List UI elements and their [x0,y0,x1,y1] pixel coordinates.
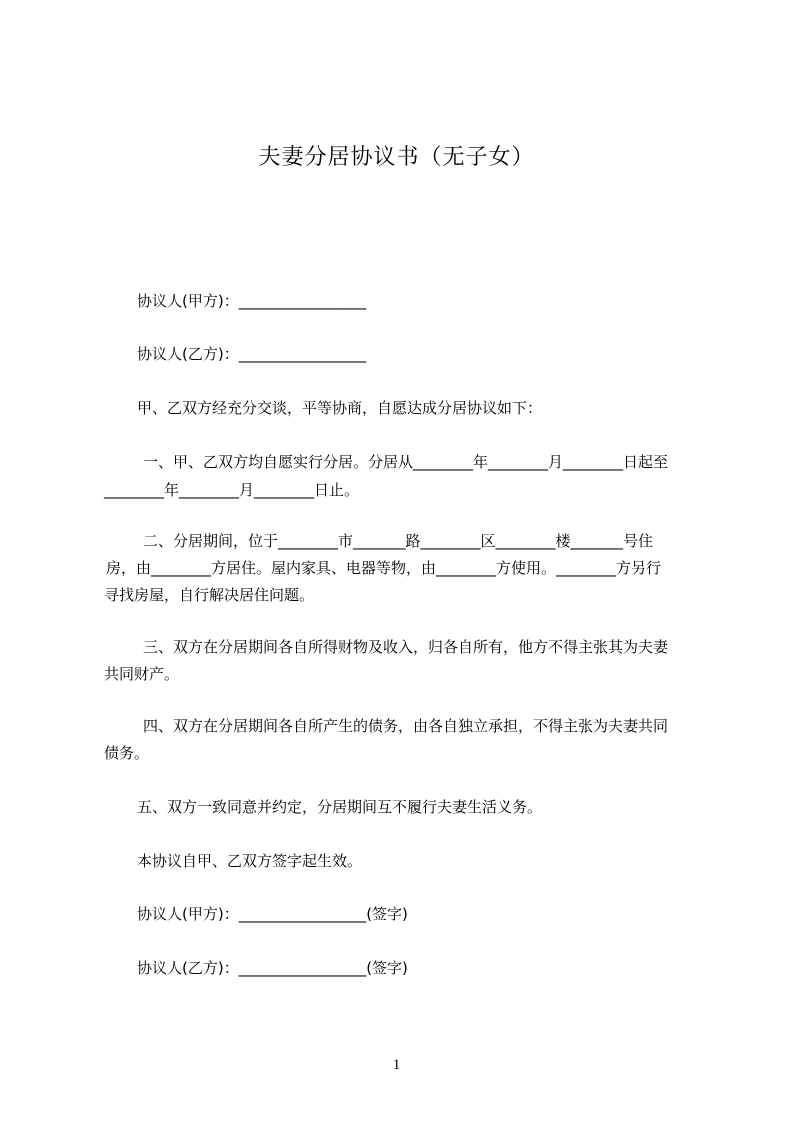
clause-1-line-1: 一、甲、乙双方均自愿实行分居。分居从________年________月________日起至 [143,453,669,471]
clause-3-line-2: 共同财产。 [104,665,180,683]
party-a-line: 协议人(甲方)：_________________ [137,292,367,310]
clause-4-line-2: 债务。 [104,744,150,762]
clause-2-line-3: 寻找房屋，自行解决居住问题。 [104,586,315,604]
party-b-line: 协议人(乙方)：_________________ [137,345,367,363]
page-title: 夫妻分居协议书（无子女） [258,145,535,170]
clause-4-line-1: 四、双方在分居期间各自所产生的债务，由各自独立承担，不得主张为夫妻共同 [143,717,669,735]
clause-2-line-2: 房，由________方居住。屋内家具、电器等物，由________方使用。________方另行 [106,559,662,577]
signature-party-a: 协议人(甲方)：_________________(签字) [137,905,408,923]
signature-party-b: 协议人(乙方)：_________________(签字) [137,959,408,977]
clause-3-line-1: 三、双方在分居期间各自所得财物及收入，归各自所有，他方不得主张其为夫妻 [143,638,669,656]
clause-5: 五、双方一致同意并约定，分居期间互不履行夫妻生活义务。 [137,798,543,816]
page-number: 1 [392,1057,401,1073]
intro-paragraph: 甲、乙双方经充分交谈，平等协商，自愿达成分居协议如下： [137,399,543,417]
clause-1-line-2: ________年________月________日止。 [104,481,360,499]
clause-2-line-1: 二、分居期间，位于________市_______路________区________楼_______号住 [143,532,654,550]
effective-clause: 本协议自甲、乙双方签字起生效。 [137,852,363,870]
